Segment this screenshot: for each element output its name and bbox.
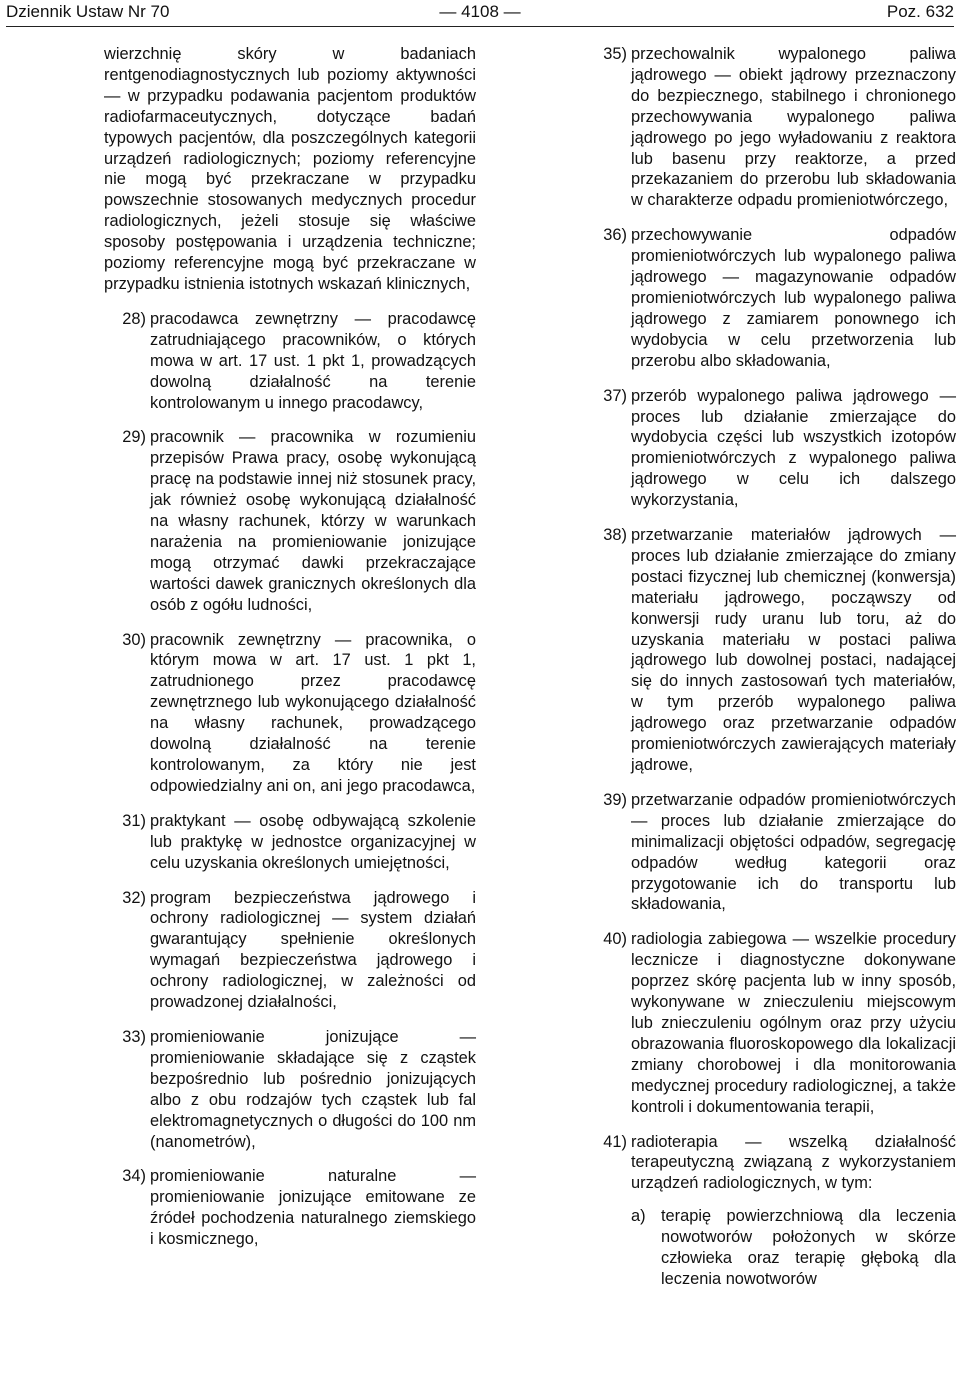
definition-29 [104,427,476,615]
item-text: praktykant — osobę odbywającą szkolenie lub praktykę w jednostce organizacyjnej w celu uzyskania określonych umiejętności, [150,811,476,872]
item-number: 32) [122,888,146,907]
subitem-letter: a) [631,1207,646,1226]
page-number: — 4108 — [439,2,521,21]
journal-title: Dziennik Ustaw Nr 70 [6,2,170,21]
definition-31 [104,811,476,874]
item-text: promieniowanie naturalne — promieniowanie jonizujące emitowane ze źródeł pochodzenia naturalnego ziemskiego i kosmicznego, [150,1167,476,1249]
item-text: przetwarzanie odpadów promieniotwórczych — proces lub działanie zmierzające do minimalizacji objętości odpadów, segregację odpadów według kategorii oraz przygotowanie ich do transportu lub składowania, [631,790,956,914]
continued-definition: wierzchnię skóry w badaniach rentgenodiagnostycznych lub poziomy aktywności — w przypadku podawania pacjentom produktów radiofarmaceutycznych, dotyczące badań typowych pacjentów, dla poszczególnych kategorii urządzeń radiologicznych; poziomy referencyjne nie mogą być przekraczane w przypadku powszechnie stosowanych medycznych procedur radiologicznych, jeżeli stosuje się właściwe sposoby postępowania i urządzenia techniczne; poziomy referencyjne mogą być przekraczane w przypadku istnienia istotnych wskazań klinicznych, [104,45,476,293]
item-number: 40) [603,930,627,949]
item-text: pracownik zewnętrzny — pracownika, o którym mowa w art. 17 ust. 1 pkt 1, zatrudnionego przez pracodawcę zewnętrznego lub wykonującego działalność na własny rachunek, prowadzącego dowolną działalność na terenie kontrolowanym, za który nie jest odpowiedzialny ani on, ani jego pracodawca, [150,630,476,795]
right-column [585,44,956,1290]
page-header [6,0,954,27]
item-text: pracodawca zewnętrzny — pracodawcę zatrudniającego pracowników, o których mowa w art. 17 ust. 1 pkt 1, prowadzących dowolną działalność na terenie kontrolowanym u innego pracodawcy, [150,309,476,412]
definition-40 [585,929,956,1117]
item-text: przechowywanie odpadów promieniotwórczych lub wypalonego paliwa jądrowego — magazynowanie odpadów promieniotwórczych lub wypalonego paliwa jądrowego z zamiarem ponownego ich wydobycia w celu przetworzenia lub przerobu albo składowania, [631,226,956,370]
item-number: 30) [122,630,146,649]
definition-34 [104,1166,476,1250]
item-text: przerób wypalonego paliwa jądrowego — proces lub działanie zmierzające do wydobycia części lub wszystkich izotopów promieniotwórczych z wypalonego paliwa jądrowego w celu ich dalszego wykorzystania, [631,386,956,510]
item-text: przechowalnik wypalonego paliwa jądrowego — obiekt jądrowy przeznaczony do bezpiecznego, stabilnego i chronionego przechowywania wypalonego paliwa jądrowego po jego wyładowaniu z reaktora lub basenu przy reaktorze, a przed przekazaniem do przerobu lub składowania w charakterze odpadu promieniotwórczego, [631,45,956,210]
definition-38 [585,525,956,776]
item-text: radioterapia — wszelką działalność terapeutyczną związaną z wykorzystaniem urządzeń radiologicznych, w tym: [631,1132,956,1193]
item-number: 29) [122,428,146,447]
item-number: 28) [122,309,146,328]
definition-32 [104,888,476,1013]
item-number: 35) [603,45,627,63]
subitem-text: terapię powierzchniową dla leczenia nowotworów położonych w skórze człowieka oraz terapię głęboką dla leczenia nowotworów [661,1207,956,1288]
definition-28 [104,309,476,414]
item-number: 37) [603,386,627,405]
definition-35 [585,44,956,211]
item-number: 38) [603,526,627,545]
definition-33 [104,1027,476,1152]
position-number: Poz. 632 [886,2,954,21]
item-number: 41) [603,1132,627,1151]
definition-30 [104,630,476,797]
definition-41 [585,1132,956,1195]
item-text: przetwarzanie materiałów jądrowych — proces lub działanie zmierzające do zmiany postaci fizycznej lub chemicznej (konwersja) materiału jądrowego, począwszy od konwersji rudy uranu lub toru, aż do uzyskania materiału w postaci paliwa jądrowego lub dowolnej postaci, nadającej się do innych zastosowań tych materiałów, w tym przerób wypalonego paliwa jądrowego oraz przetwarzanie odpadów promieniotwórczych zawierających materiały jądrowe, [631,526,956,774]
item-number: 33) [122,1027,146,1046]
item-number: 31) [122,811,146,830]
item-text: promieniowanie jonizujące — promieniowanie składające się z cząstek bezpośrednio lub pośrednio jonizujących albo z obu rodzajów tych cząstek lub fal elektromagnetycznych o długości do 100 nm (nanometrów), [150,1027,476,1151]
item-number: 36) [603,226,627,245]
left-column [104,44,476,1250]
item-text: radiologia zabiegowa — wszelkie procedury lecznicze i diagnostyczne dokonywane poprzez skórę pacjenta lub w inny sposób, wykonywane w znieczuleniu miejscowym lub znieczuleniu ogólnym oraz przy użyciu obrazowania fluoroskopowego dla lokalizacji zmiany chorobowej i dla monitorowania medycznej procedury radiologicznej, a także kontroli i dokumentowania terapii, [631,930,956,1116]
item-text: pracownik — pracownika w rozumieniu przepisów Prawa pracy, osobę wykonującą pracę na podstawie innej niż stosunek pracy, jak również osobę wykonującą działalność na własny rachunek, którzy w warunkach narażenia na promieniowanie jonizujące mogą otrzymać dawki przekraczające wartości dawek granicznych określonych dla osób z ogółu ludności, [150,428,476,614]
item-text: program bezpieczeństwa jądrowego i ochrony radiologicznej — system działań gwarantujący spełnienie określonych wymagań bezpieczeństwa jądrowego i ochrony radiologicznej, w zależności od prowadzonej działalności, [150,888,476,1012]
item-number: 39) [603,790,627,809]
definition-37 [585,386,956,511]
item-number: 34) [122,1167,146,1186]
definition-39 [585,790,956,915]
definition-36 [585,225,956,371]
definition-41-subitem-a [631,1206,956,1290]
